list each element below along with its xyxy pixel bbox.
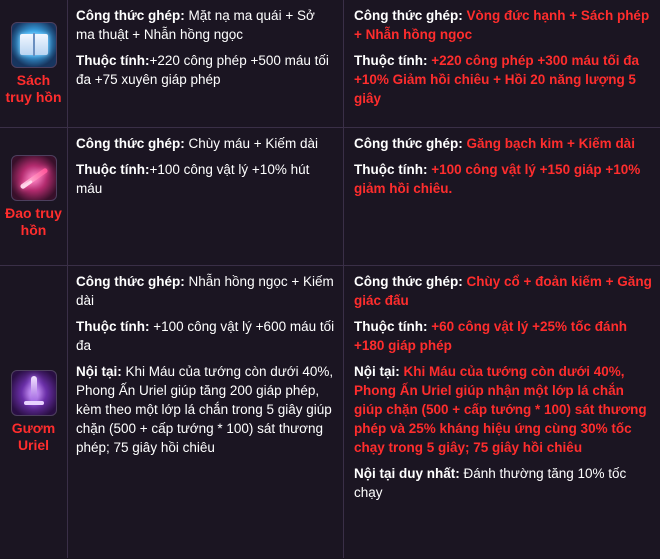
recipe-value: Nhẫn hồng ngọc + Kiếm dài: [76, 274, 334, 308]
item-left-version-cell: [68, 128, 344, 265]
item-left-version-cell: [68, 266, 344, 558]
stats-label: Thuộc tính:: [76, 53, 150, 68]
stats-label: Thuộc tính:: [76, 162, 150, 177]
stats-value: +100 công vật lý +600 máu tối đa: [76, 319, 335, 353]
item-icon-cell: [0, 128, 68, 265]
stats-line: [76, 317, 335, 355]
passive-value: Khi Máu của tướng còn dưới 40%, Phong Ấn Uriel giúp nhận một lớp lá chắn giúp chặn (500 + cấp tướng * 100) sát thương phép và 25% kháng hiệu ứng cùng 30% tốc chạy trong 5 giây; 75 giây hồi chiêu: [354, 364, 647, 455]
item-right-version-cell: [344, 266, 660, 558]
recipe-value: Mặt nạ ma quái + Sở ma thuật + Nhẫn hồng ngọc: [76, 8, 315, 42]
stats-line: [76, 160, 335, 198]
recipe-label: Công thức ghép:: [354, 136, 463, 151]
recipe-label: Công thức ghép:: [76, 8, 185, 23]
recipe-label: Công thức ghép:: [354, 8, 463, 23]
passive-value: Khi Máu của tướng còn dưới 40%, Phong Ấn Uriel giúp tăng 200 giáp phép, kèm theo một lớp lá chắn trong 5 giây giúp chặn (500 + cấp tướng * 100) sát thương phép; 75 giây hồi chiêu: [76, 364, 334, 455]
stats-line: [354, 317, 652, 355]
unique-passive-label: Nội tại duy nhất:: [354, 466, 460, 481]
soul-blade-icon: [11, 155, 57, 201]
stats-label: Thuộc tính:: [354, 53, 428, 68]
recipe-label: Công thức ghép:: [76, 274, 185, 289]
passive-label: Nội tại:: [76, 364, 122, 379]
item-right-version-cell: [344, 128, 660, 265]
recipe-line: [354, 272, 652, 310]
unique-passive-value: Đánh thường tăng 10% tốc chạy: [354, 466, 627, 500]
recipe-line: [76, 134, 335, 153]
item-name: Đao truy hồn: [5, 204, 62, 238]
recipe-label: Công thức ghép:: [76, 136, 185, 151]
uriel-sword-icon: [11, 370, 57, 416]
recipe-line: [354, 134, 652, 153]
stats-value: +100 công vật lý +150 giáp +10% giảm hồi chiêu.: [354, 162, 641, 196]
item-name: Sách truy hồn: [5, 71, 62, 105]
stats-label: Thuộc tính:: [354, 319, 428, 334]
recipe-value: Chùy máu + Kiếm dài: [184, 136, 318, 151]
item-icon-cell: [0, 266, 68, 558]
recipe-label: Công thức ghép:: [354, 274, 463, 289]
stats-line: [354, 51, 652, 108]
item-name: Gươm Uriel: [11, 420, 56, 453]
soul-book-icon: [11, 22, 57, 68]
stats-value: +60 công vật lý +25% tốc đánh +180 giáp phép: [354, 319, 628, 353]
stats-line: [76, 51, 335, 89]
stats-line: [354, 160, 652, 198]
table-row: [0, 0, 660, 128]
recipe-value: Găng bạch kim + Kiếm dài: [462, 136, 635, 151]
passive-line: [354, 362, 652, 457]
recipe-value: Vòng đức hạnh + Sách phép + Nhẫn hồng ngọc: [354, 8, 650, 42]
stats-value: +100 công vật lý +10% hút máu: [76, 162, 310, 196]
passive-line: [76, 362, 335, 457]
stats-value: +220 công phép +500 máu tối đa +75 xuyên giáp phép: [76, 53, 329, 87]
unique-passive-line: [354, 464, 652, 502]
recipe-line: [76, 6, 335, 44]
stats-value: +220 công phép +300 máu tối đa +10% Giảm hồi chiêu + Hồi 20 năng lượng 5 giây: [354, 53, 640, 106]
table-row: [0, 128, 660, 266]
stats-label: Thuộc tính:: [76, 319, 150, 334]
item-left-version-cell: [68, 0, 344, 127]
table-row: [0, 266, 660, 558]
passive-label: Nội tại:: [354, 364, 400, 379]
stats-label: Thuộc tính:: [354, 162, 428, 177]
item-icon-cell: [0, 0, 68, 127]
recipe-value: Chùy cổ + đoản kiếm + Găng giác đấu: [354, 274, 652, 308]
item-right-version-cell: [344, 0, 660, 127]
recipe-line: [76, 272, 335, 310]
recipe-line: [354, 6, 652, 44]
